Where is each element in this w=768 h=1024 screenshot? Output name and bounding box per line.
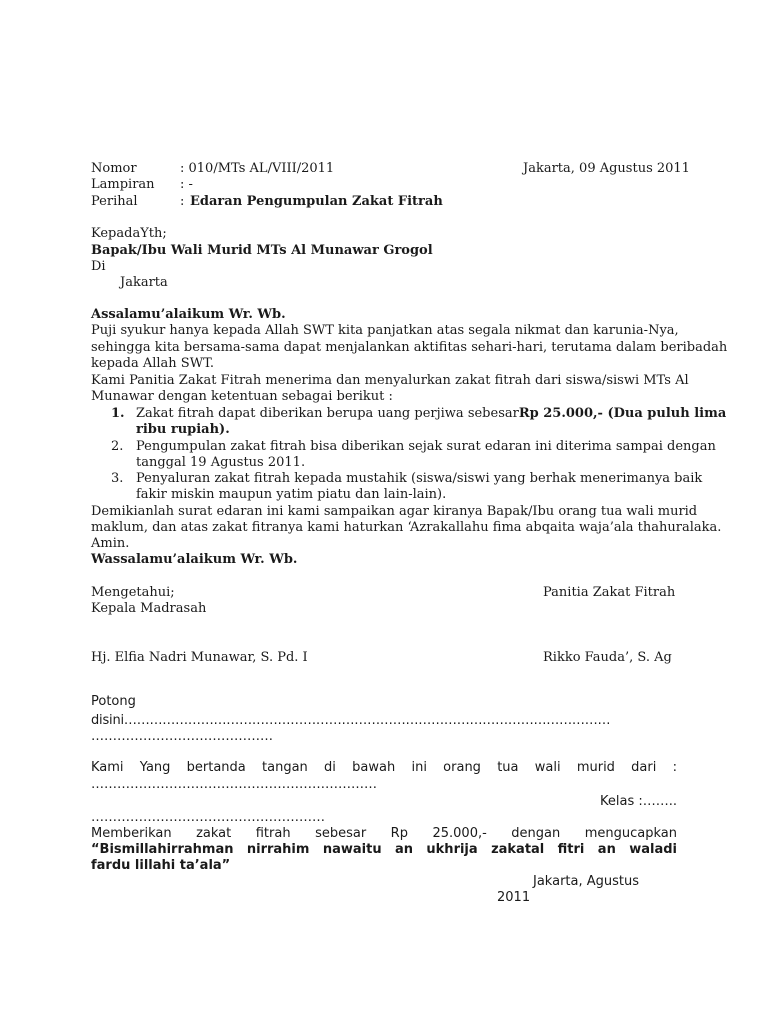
slip-dots-1: …………………………………… — [91, 729, 273, 744]
slip-niat-line-2: fardu lillahi ta’ala” — [91, 858, 231, 873]
paragraph-1-line-2: sehingga kita bersama-sama dapat menjalankan aktifitas sehari-hari, terutama dalam beribadah — [91, 340, 728, 355]
recipient-city: Jakarta — [120, 275, 168, 290]
slip-dots-2: ………………………………………………………… — [91, 777, 377, 792]
slip-date-line-2: 2011 — [497, 890, 531, 905]
panitia-label: Panitia Zakat Fitrah — [543, 585, 676, 600]
perihal-colon: : — [180, 194, 185, 209]
lampiran-label: Lampiran — [91, 177, 155, 192]
slip-date-line-1: Jakarta, Agustus — [533, 874, 640, 889]
list-item-number: 2. — [111, 439, 124, 454]
list-item-2-line-1: Pengumpulan zakat fitrah bisa diberikan sejak surat edaran ini diterima sampai dengan — [136, 439, 716, 454]
closing-greeting: Wassalamu’alaikum Wr. Wb. — [91, 552, 298, 567]
list-item — [136, 406, 727, 421]
slip-potong: Potong — [91, 694, 136, 709]
signature-name-left: Hj. Elfia Nadri Munawar, S. Pd. I — [91, 650, 308, 665]
greeting: Assalamu’alaikum Wr. Wb. — [91, 307, 286, 322]
signature-name-right: Rikko Fauda’, S. Ag — [543, 650, 672, 665]
perihal-value: Edaran Pengumpulan Zakat Fitrah — [190, 194, 443, 209]
paragraph-1-line-1: Puji syukur hanya kepada Allah SWT kita panjatkan atas segala nikmat dan karunia-Nya, — [91, 323, 679, 338]
list-item-number: 3. — [111, 471, 124, 486]
recipient-di: Di — [91, 259, 106, 274]
nomor-label: Nomor — [91, 161, 137, 176]
paragraph-2-line-1: Kami Panitia Zakat Fitrah menerima dan menyalurkan zakat fitrah dari siswa/siswi MTs Al — [91, 373, 689, 388]
paragraph-3-line-2: maklum, dan atas zakat fitranya kami haturkan ‘Azrakallahu fima abqaita waja’ala thahuralaka. — [91, 520, 722, 535]
lampiran-value: : - — [180, 177, 193, 192]
kepala-label: Kepala Madrasah — [91, 601, 207, 616]
slip-kami-line: Kami Yang bertanda tangan di bawah ini orang tua wali murid dari : — [91, 760, 677, 775]
mengetahui-label: Mengetahui; — [91, 585, 175, 600]
paragraph-3-line-3: Amin. — [91, 536, 130, 551]
recipient-name: Bapak/Ibu Wali Murid MTs Al Munawar Grogol — [91, 243, 433, 258]
list-item-1-amount: Rp 25.000,- (Dua puluh lima — [518, 406, 727, 421]
nomor-value: : 010/MTs AL/VIII/2011 — [180, 161, 335, 176]
paragraph-2-line-2: Munawar dengan ketentuan sebagai berikut : — [91, 389, 393, 404]
slip-kelas: Kelas :…….. — [599, 794, 677, 809]
list-item-number: 1. — [111, 406, 125, 421]
paragraph-3-line-1: Demikianlah surat edaran ini kami sampaikan agar kiranya Bapak/Ibu orang tua wali murid — [91, 504, 698, 519]
list-item-2-line-2: tanggal 19 Agustus 2011. — [136, 455, 306, 470]
list-item-3-line-1: Penyaluran zakat fitrah kepada mustahik (siswa/siswi yang berhak menerimanya baik — [136, 471, 703, 486]
slip-disini: disini…………………………………………………………………………………………………… — [91, 713, 611, 728]
list-item-1-continuation: ribu rupiah). — [136, 422, 230, 437]
slip-niat-line-1: “Bismillahirrahman nirrahim nawaitu an ukhrija zakatal fitri an waladi — [91, 842, 677, 857]
kepada-yth: KepadaYth; — [91, 226, 167, 241]
letter-date: Jakarta, 09 Agustus 2011 — [523, 161, 690, 176]
paragraph-1-line-3: kepada Allah SWT. — [91, 356, 214, 371]
slip-memberikan: Memberikan zakat fitrah sebesar Rp 25.000,- dengan mengucapkan — [91, 826, 677, 841]
list-item-3-line-2: fakir miskin maupun yatim piatu dan lain-lain). — [136, 487, 447, 502]
perihal-label: Perihal — [91, 194, 138, 209]
slip-dots-3: ……………………………………………… — [91, 810, 325, 825]
list-item-1-text: Zakat fitrah dapat diberikan berupa uang perjiwa sebesar — [136, 406, 519, 421]
